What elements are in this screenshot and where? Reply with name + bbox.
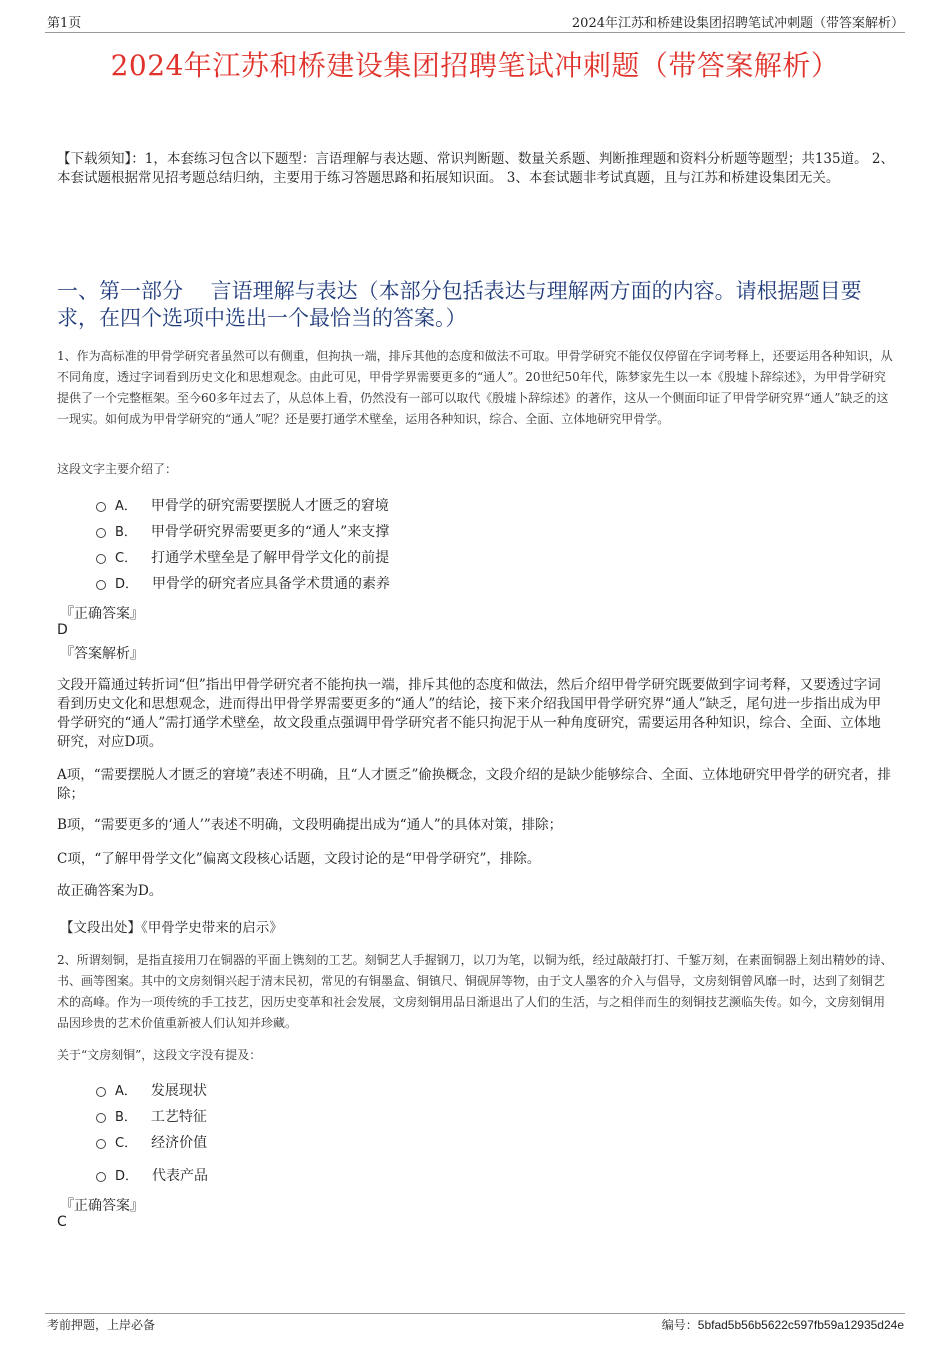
question-1-analysis-c: C项，“了解甲骨学文化”偏离文段核心话题，文段讨论的是“甲骨学研究”，排除。 — [57, 851, 541, 867]
question-1-analysis-a: A项，“需要摆脱人才匮乏的窘境”表述不明确，且“人才匮乏”偷换概念，文段介绍的是缺少能够综合、全面、立体地研究甲骨学的研究者，排除； — [57, 767, 891, 802]
header-doc-title: 2024年江苏和桥建设集团招聘笔试冲刺题（带答案解析） — [571, 16, 904, 31]
radio-icon[interactable] — [96, 502, 106, 512]
question-1-option-a[interactable]: A． 甲骨学的研究需要摆脱人才匮乏的窘境 — [96, 496, 389, 516]
radio-icon[interactable] — [96, 1172, 106, 1182]
question-1-analysis-b: B项，“需要更多的‘通人’”表述不明确，文段明确提出成为“通人”的具体对策，排除； — [57, 817, 563, 833]
question-2-option-a[interactable]: A． 发展现状 — [96, 1081, 207, 1101]
question-1-option-c[interactable]: C． 打通学术壁垒是了解甲骨学文化的前提 — [96, 548, 389, 568]
question-2-option-b[interactable]: B． 工艺特征 — [96, 1107, 207, 1127]
question-2-prompt: 关于“文房刻铜”，这段文字没有提及： — [57, 1048, 262, 1062]
radio-icon[interactable] — [96, 1139, 106, 1149]
question-2-answer-label: 『正确答案』 — [60, 1198, 144, 1214]
question-1-analysis-conclusion: 故正确答案为D。 — [57, 883, 163, 899]
question-2-text: 2、所谓刻铜，是指直接用刀在铜器的平面上镌刻的工艺。刻铜艺人手握钢刀，以刀为笔，以铜为纸，经过敲敲打打、千錾万刻，在素面铜器上刻出精妙的诗、书、画等图案。其中的文房刻铜兴起于清末民初，常见的有铜墨盒、铜镇尺、铜砚屏等物，由于文人墨客的介入与倡导，文房刻铜曾风靡一时，达到了刻铜艺术的高峰。作为一项传统的手工技艺，因历史变革和社会发展，文房刻铜用品日渐退出了人们的生活，与之相伴而生的刻铜技艺濒临失传。如今，文房刻铜用品因珍贵的艺术价值重新被人们认知并珍藏。 — [57, 953, 893, 1030]
radio-icon[interactable] — [96, 554, 106, 564]
question-1-text: 1、作为高标准的甲骨学研究者虽然可以有侧重，但拘执一端，排斥其他的态度和做法不可取。甲骨学研究不能仅仅停留在字词考释上，还要运用各种知识，从不同角度，透过字词看到历史文化和思想观念。由此可见，甲骨学界需要更多的“通人”。20世纪50年代，陈梦家先生以一本《殷墟卜辞综述》，为甲骨学研究提供了一个完整框架。至今60多年过去了，从总体上看，仍然没有一部可以取代《殷墟卜辞综述》的著作，这从一个侧面印证了甲骨学研究界“通人”缺乏的这一现实。如何成为甲骨学研究的“通人”呢？还是要打通学术壁垒，运用各种知识，综合、全面、立体地研究甲骨学。 — [57, 349, 893, 426]
footer-divider — [45, 1313, 905, 1314]
question-1-analysis-label: 『答案解析』 — [60, 646, 144, 662]
question-1-analysis-main: 文段开篇通过转折词“但”指出甲骨学研究者不能拘执一端，排斥其他的态度和做法，然后介绍甲骨学研究既要做到字词考释，又要透过字词看到历史文化和思想观念，进而得出甲骨学界需要更多的“通人”的结论，接下来介绍我国甲骨学研究界“通人”缺乏，尾句进一步指出成为甲骨学研究的“通人”需打通学术壁垒，故文段重点强调甲骨学研究者不能只拘泥于从一种角度研究，需要运用各种知识，综合、全面、立体地研究，对应D项。 — [57, 677, 882, 750]
header-divider — [45, 32, 905, 33]
radio-icon[interactable] — [96, 580, 106, 590]
section-heading: 一、第一部分 言语理解与表达（本部分包括表达与理解两方面的内容。请根据题目要求，在四个选项中选出一个最恰当的答案。） — [57, 279, 862, 330]
radio-icon[interactable] — [96, 1087, 106, 1097]
page-title: 2024年江苏和桥建设集团招聘笔试冲刺题（带答案解析） — [110, 49, 840, 82]
radio-icon[interactable] — [96, 528, 106, 538]
radio-icon[interactable] — [96, 1113, 106, 1123]
question-1-option-b[interactable]: B． 甲骨学研究界需要更多的“通人”来支撑 — [96, 522, 389, 542]
question-1-answer: D — [57, 622, 68, 638]
question-2-answer: C — [57, 1214, 67, 1230]
question-2-option-d[interactable]: D． 代表产品 — [96, 1166, 208, 1186]
question-1-prompt: 这段文字主要介绍了： — [57, 462, 178, 476]
question-1-option-d[interactable]: D． 甲骨学的研究者应具备学术贯通的素养 — [96, 574, 390, 594]
footer-code: 编号：5bfad5b56b5622c597fb59a12935d24e — [661, 1318, 904, 1332]
page-number: 第1页 — [47, 16, 82, 31]
footer-slogan: 考前押题，上岸必备 — [47, 1318, 156, 1332]
question-1-source: 【文段出处】《甲骨学史带来的启示》 — [60, 920, 283, 936]
question-2-option-c[interactable]: C． 经济价值 — [96, 1133, 207, 1153]
question-1-answer-label: 『正确答案』 — [60, 606, 144, 622]
download-notice: 【下载须知】：1，本套练习包含以下题型：言语理解与表达题、常识判断题、数量关系题、判断推理题和资料分析题等题型；共135道。 2、本套试题根据常见招考题总结归纳，主要用于练习答题思路和拓展知识面。 3、本套试题非考试真题，且与江苏和桥建设集团无关。 — [57, 151, 894, 186]
